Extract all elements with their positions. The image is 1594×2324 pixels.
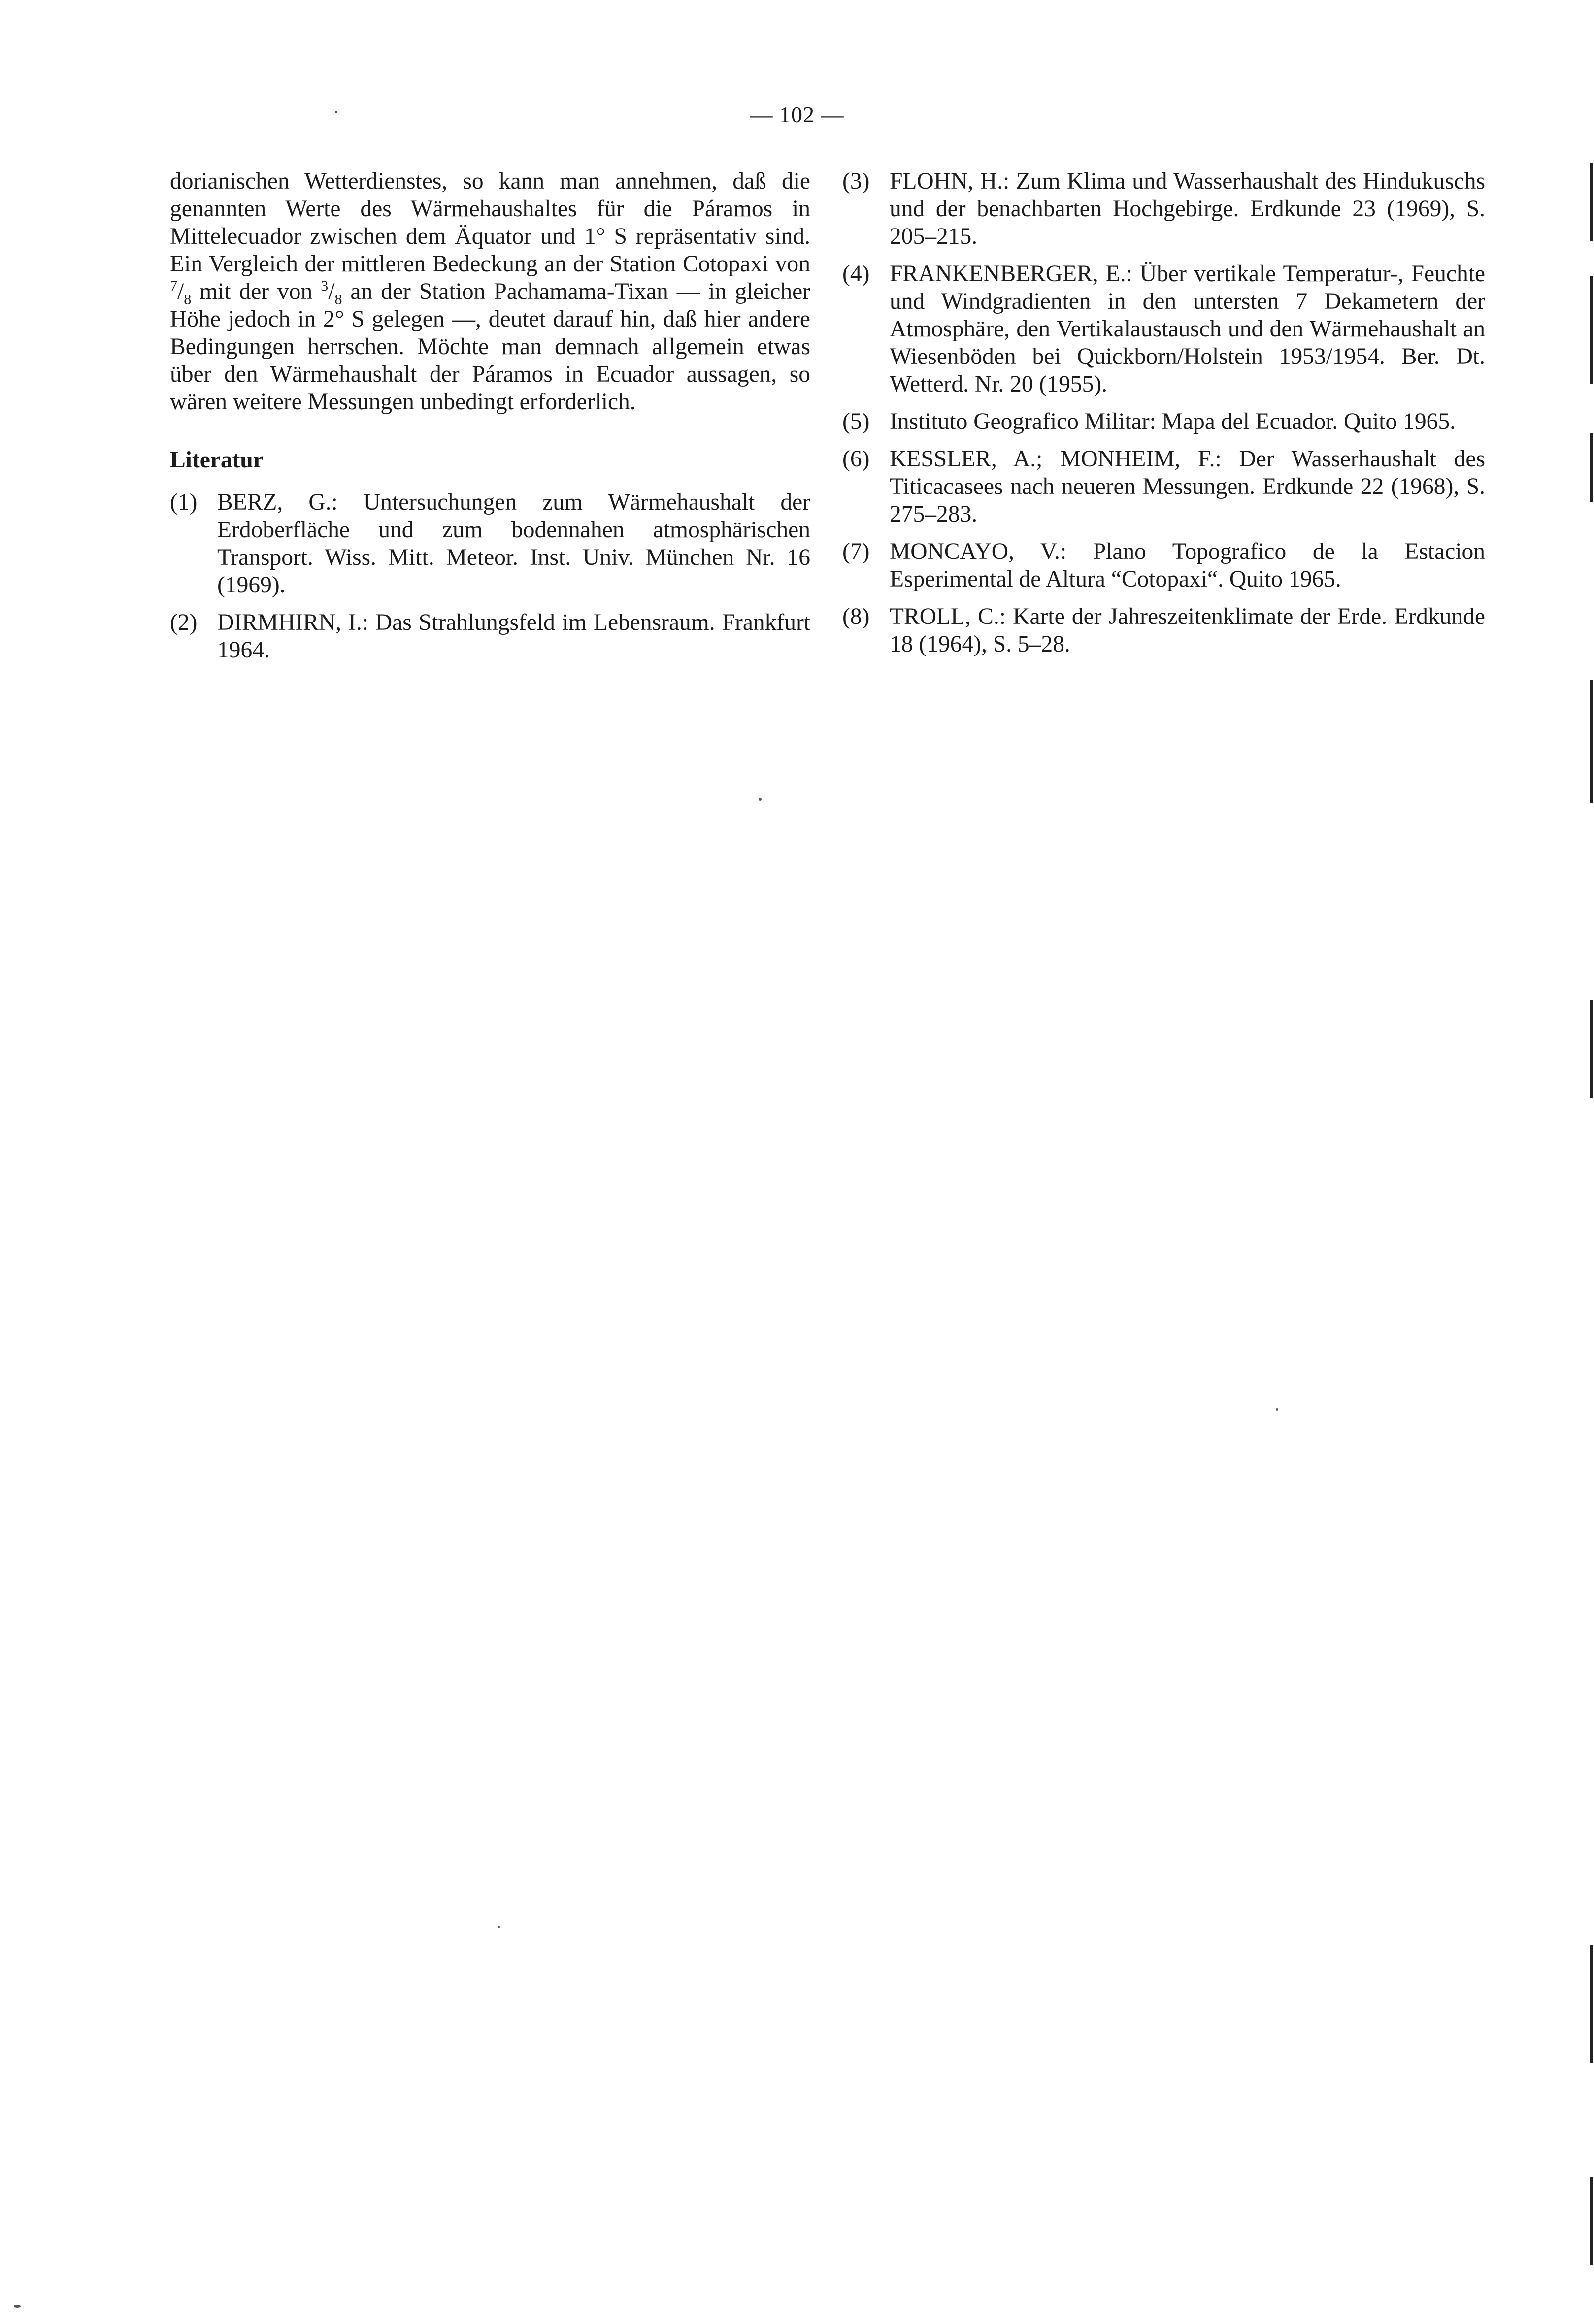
reference-item	[842, 167, 1485, 250]
reference-text: DIRMHIRN, I.: Das Strahlungsfeld im Lebensraum. Frankfurt 1964.	[217, 610, 810, 663]
reference-number: (6)	[842, 446, 870, 472]
reference-item	[842, 408, 1485, 435]
right-column	[842, 167, 1485, 668]
reference-number: (3)	[842, 168, 870, 194]
reference-number: (7)	[842, 539, 870, 564]
paragraph-text-part3: an der Station Pachamama-Tixan — in gleicher Höhe jedoch in 2° S gelegen —, deutet darauf hin, daß hier andere Bedingungen herrschen. Möchte man demnach allgemein etwas über den Wärmehaushalt der Páramos in Ecuador aussagen, so wären weitere Messungen unbedingt erforderlich.	[170, 279, 810, 415]
reference-text: BERZ, G.: Untersuchungen zum Wärmehaushalt der Erdoberfläche und zum bodennahen atmosphärischen Transport. Wiss. Mitt. Meteor. Inst. Univ. München Nr. 16 (1969).	[217, 490, 810, 598]
scan-edge-mark	[1590, 163, 1593, 241]
fraction-denominator: 8	[334, 291, 342, 308]
dust-speck	[1276, 1408, 1278, 1411]
reference-text: TROLL, C.: Karte der Jahreszeitenklimate der Erde. Erdkunde 18 (1964), S. 5–28.	[890, 604, 1485, 657]
page-number: — 102 —	[750, 102, 844, 127]
dust-speck	[759, 798, 762, 801]
reference-number: (2)	[170, 610, 198, 635]
fraction-numerator: 7	[170, 278, 177, 295]
scan-edge-mark	[1590, 433, 1593, 502]
reference-number: (8)	[842, 604, 870, 629]
reference-item	[842, 445, 1485, 528]
reference-item	[170, 609, 810, 664]
scan-edge-mark	[1590, 276, 1593, 384]
dust-speck	[335, 111, 337, 113]
reference-text: FLOHN, H.: Zum Klima und Wasserhaushalt des Hindukuschs und der benachbarten Hochgebirge. Erdkunde 23 (1969), S. 205–215.	[890, 168, 1485, 249]
dust-speck	[498, 1926, 500, 1928]
reference-text: KESSLER, A.; MONHEIM, F.: Der Wasserhaushalt des Titicacasees nach neueren Messungen. Erdkunde 22 (1968), S. 275–283.	[890, 446, 1485, 527]
reference-item	[170, 489, 810, 599]
reference-item	[842, 603, 1485, 658]
fraction-denominator: 8	[184, 291, 192, 308]
literature-heading: Literatur	[170, 447, 264, 473]
fraction-seven-eighths: $^7/_8$	[170, 278, 192, 308]
left-column	[170, 167, 810, 674]
scan-edge-mark	[1590, 1945, 1593, 2063]
reference-item	[842, 260, 1485, 398]
fraction-three-eighths: $^3/_8$	[321, 278, 342, 308]
reference-text: MONCAYO, V.: Plano Topografico de la Estacion Esperimental de Altura “Cotopaxi“. Quito 1965.	[890, 539, 1485, 592]
reference-text: Instituto Geografico Militar: Mapa del Ecuador. Quito 1965.	[890, 409, 1456, 434]
fraction-numerator: 3	[321, 278, 329, 295]
paragraph-text-part2: mit der von	[191, 279, 321, 304]
paragraph-text-part1: dorianischen Wetterdienstes, so kann man annehmen, daß die genannten Werte des Wärmehaushaltes für die Páramos in Mittelecuador zwischen dem Äquator und 1° S repräsentativ sind. Ein Vergleich der mittleren Bedeckung an der Station Cotopaxi von	[170, 168, 810, 277]
scan-edge-mark	[1590, 680, 1593, 803]
scan-edge-mark	[1590, 1000, 1593, 1098]
reference-number: (5)	[842, 409, 870, 434]
reference-text: FRANKENBERGER, E.: Über vertikale Temperatur-, Feuchte und Windgradienten in den untersten 7 Dekametern der Atmosphäre, den Vertikalaustausch und den Wärmehaushalt an Wiesenböden bei Quickborn/Holstein 1953/1954. Ber. Dt. Wetterd. Nr. 20 (1955).	[890, 261, 1485, 397]
reference-item	[842, 538, 1485, 593]
reference-number: (4)	[842, 261, 870, 287]
scan-edge-mark	[1590, 2177, 1593, 2265]
dust-speck	[14, 2305, 21, 2308]
reference-number: (1)	[170, 490, 198, 515]
body-paragraph	[170, 167, 810, 416]
